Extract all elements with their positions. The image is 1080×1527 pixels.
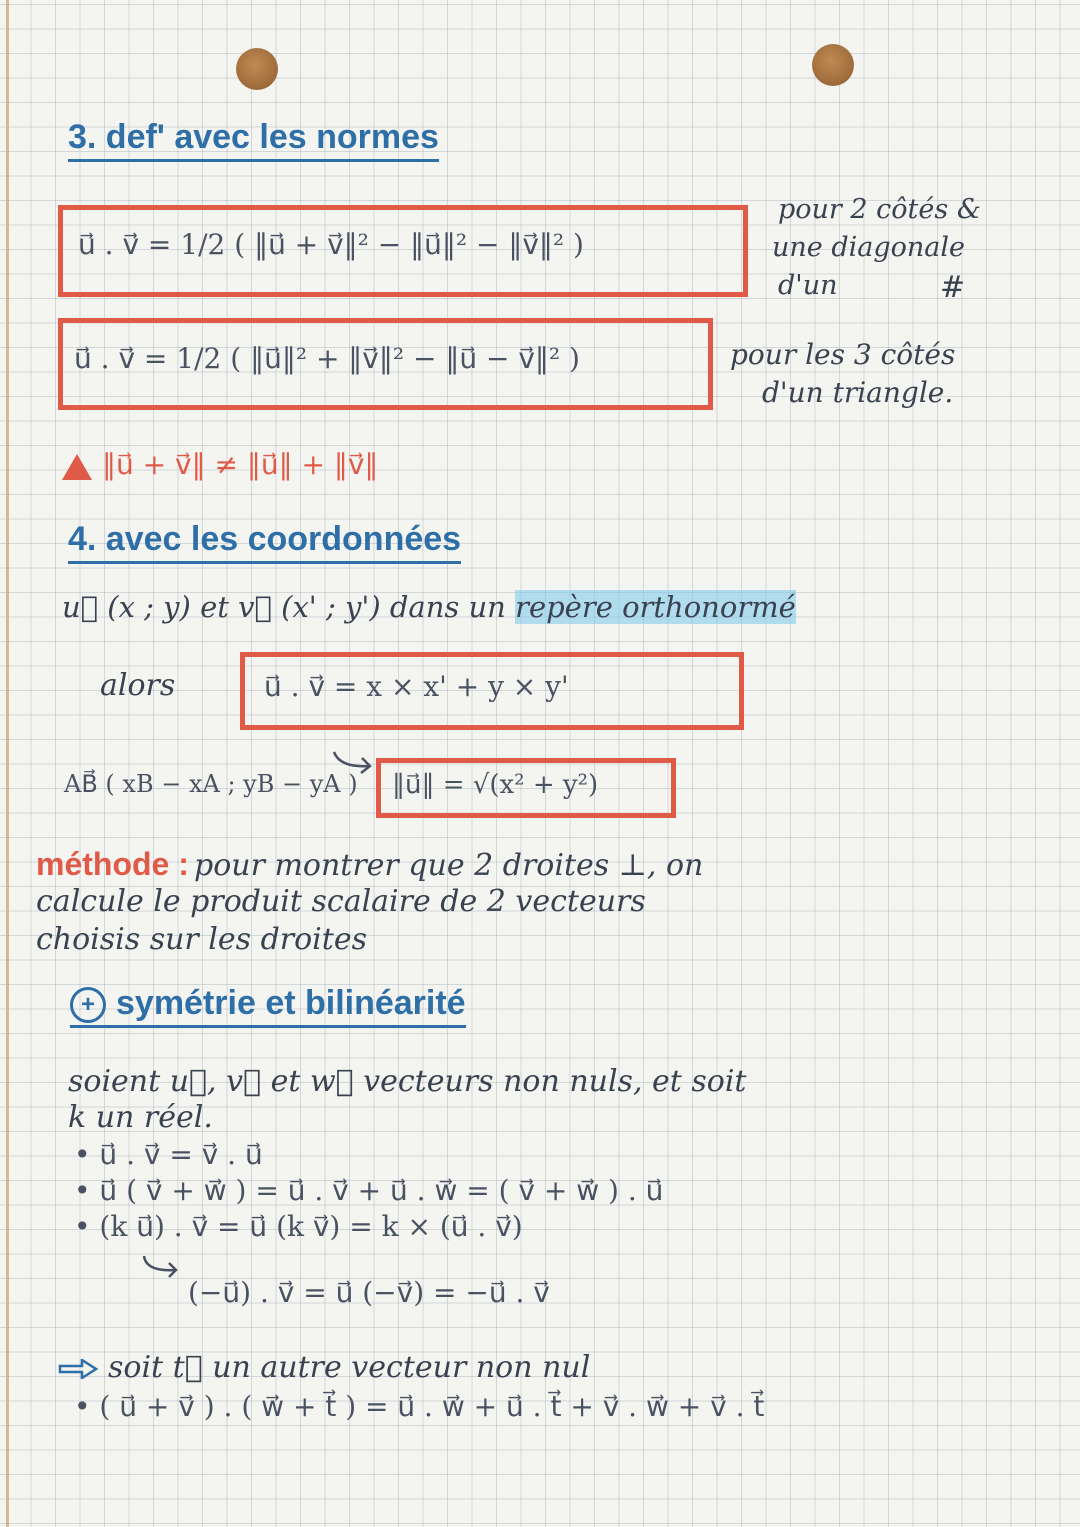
- note2-line1: pour les 3 côtés: [730, 338, 956, 371]
- symetrie-intro2: k un réel.: [68, 1100, 213, 1135]
- rule3-text: (k u⃗) . v⃗ = u⃗ (k v⃗) = k × (u⃗ . v⃗): [99, 1210, 523, 1243]
- rule2-text: u⃗ ( v⃗ + w⃗ ) = u⃗ . v⃗ + u⃗ . w⃗ = ( v⃗ + w⃗ ) . u⃗: [99, 1174, 664, 1207]
- warning-icon: [62, 454, 92, 480]
- methode-line1: [36, 846, 703, 883]
- section4-title: 4. avec les coordonnées: [68, 520, 461, 564]
- rule1-text: u⃗ . v⃗ = v⃗ . u⃗: [99, 1138, 263, 1171]
- note1-line2: une diagonale: [772, 232, 965, 263]
- note2-line2: d'un triangle.: [762, 376, 954, 409]
- symetrie-title: symétrie et bilinéarité: [116, 984, 466, 1022]
- orthonormal-highlight: repère orthonormé: [515, 590, 796, 624]
- rule4: • ( u⃗ + v⃗ ) . ( w⃗ + t⃗ ) = u⃗ . w⃗ + u⃗ . t⃗ + v⃗ . w⃗ + v⃗ . t⃗: [74, 1390, 765, 1423]
- symetrie-title-block: [70, 984, 466, 1028]
- extra-intro: [58, 1350, 590, 1385]
- methode-text2: calcule le produit scalaire de 2 vecteurs: [36, 884, 646, 919]
- alors-label: alors: [100, 668, 176, 703]
- warning-text: ‖u⃗ + v⃗‖ ≠ ‖u⃗‖ + ‖v⃗‖: [102, 448, 379, 481]
- methode-text1: pour montrer que 2 droites ⊥, on: [193, 848, 704, 883]
- right-arrow-icon: [58, 1359, 98, 1379]
- margin-line: [6, 0, 9, 1527]
- hook-arrow-icon-2: [140, 1252, 184, 1282]
- norm-formula: ‖u⃗‖ = √(x² + y²): [392, 770, 599, 800]
- rule2: • u⃗ ( v⃗ + w⃗ ) = u⃗ . v⃗ + u⃗ . w⃗ = ( v⃗ + w⃗ ) . u⃗: [74, 1174, 664, 1207]
- rule4-text: ( u⃗ + v⃗ ) . ( w⃗ + t⃗ ) = u⃗ . w⃗ + u⃗ . t⃗ + v⃗ . w⃗ + v⃗ . t⃗: [99, 1390, 765, 1423]
- coordinates-intro-text: u⃗ (x ; y) et v⃗ (x' ; y') dans un: [62, 590, 506, 624]
- parallelogram-symbol: #: [940, 270, 966, 305]
- coordinates-intro: [62, 590, 796, 624]
- extra-intro-text: soit t⃗ un autre vecteur non nul: [108, 1350, 591, 1385]
- coord-formula: u⃗ . v⃗ = x × x' + y × y': [264, 670, 569, 703]
- note1-line3: d'un: [778, 270, 838, 301]
- formula2: u⃗ . v⃗ = 1/2 ( ‖u⃗‖² + ‖v⃗‖² − ‖u⃗ − v⃗‖² ): [74, 342, 580, 375]
- methode-text3: choisis sur les droites: [36, 922, 367, 957]
- methode-label: méthode :: [36, 846, 189, 882]
- rule3b: (−u⃗) . v⃗ = u⃗ (−v⃗) = −u⃗ . v⃗: [188, 1276, 550, 1309]
- section3-title: 3. def' avec les normes: [68, 118, 439, 162]
- binder-hole-right: [812, 44, 854, 86]
- formula1: u⃗ . v⃗ = 1/2 ( ‖u⃗ + v⃗‖² − ‖u⃗‖² − ‖v⃗‖² ): [78, 228, 584, 261]
- rule1: • u⃗ . v⃗ = v⃗ . u⃗: [74, 1138, 263, 1171]
- warning-line: [62, 448, 378, 481]
- ab-vector: AB⃗ ( xB − xA ; yB − yA ): [64, 770, 358, 798]
- plus-circle-icon: +: [70, 987, 106, 1023]
- symetrie-intro1: soient u⃗, v⃗ et w⃗ vecteurs non nuls, et soit: [68, 1064, 747, 1099]
- binder-hole-left: [236, 48, 278, 90]
- note1-line1: pour 2 côtés &: [778, 194, 981, 225]
- rule3: • (k u⃗) . v⃗ = u⃗ (k v⃗) = k × (u⃗ . v⃗): [74, 1210, 523, 1243]
